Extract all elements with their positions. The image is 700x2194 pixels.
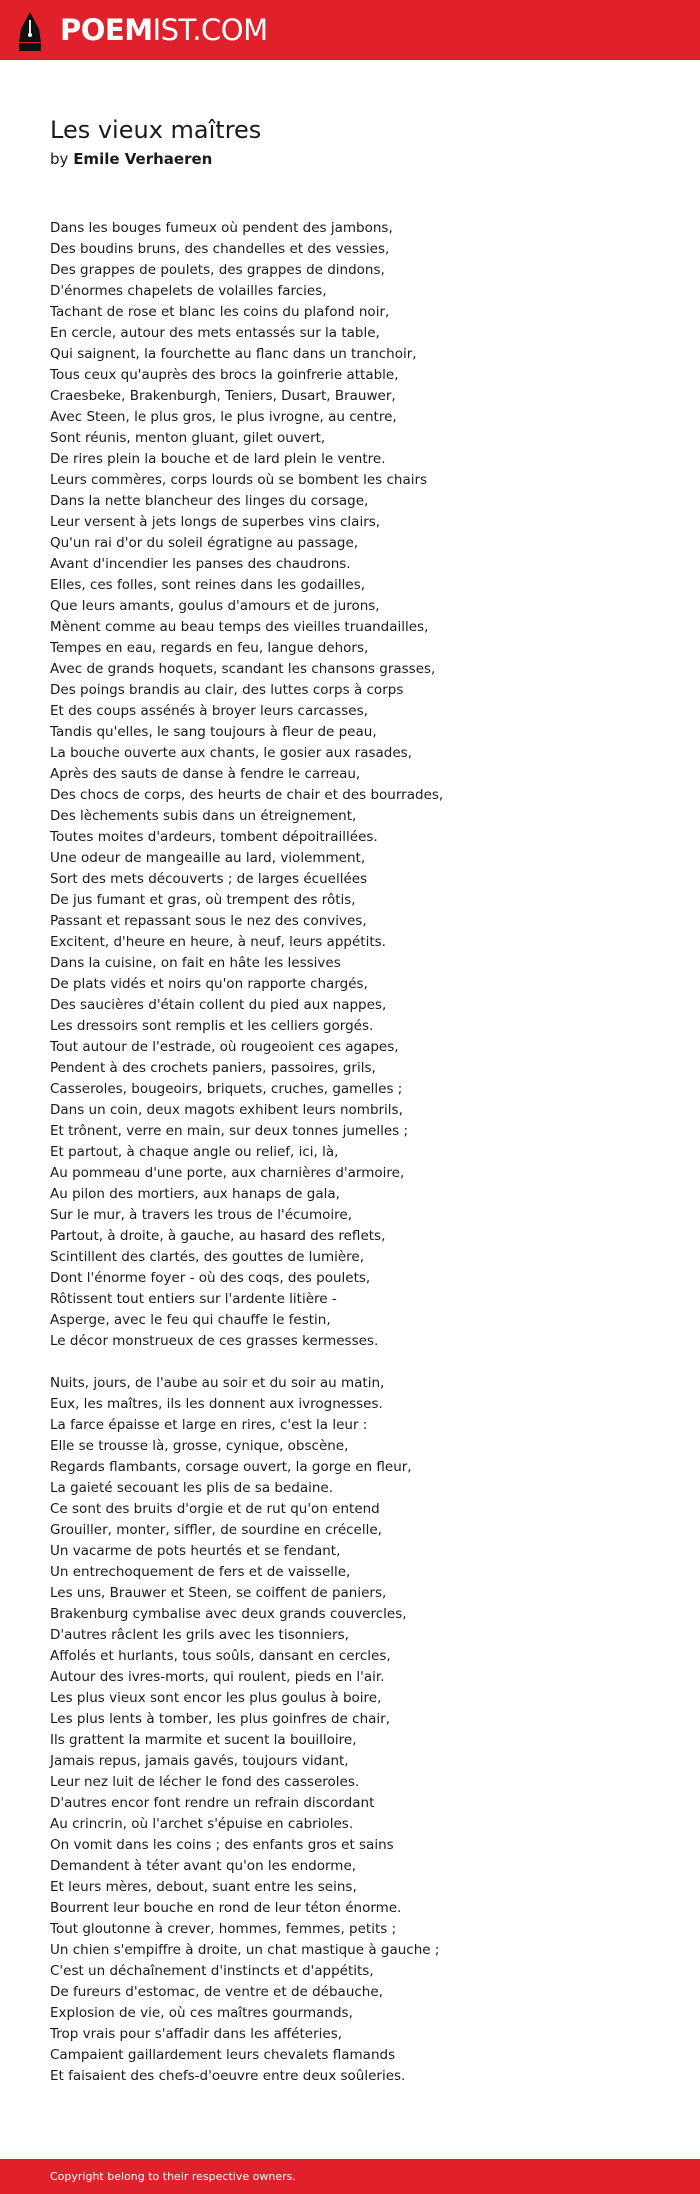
poem-author[interactable]: Emile Verhaeren: [73, 150, 213, 168]
poem-line: Et des coups assénés à broyer leurs carcasses,: [50, 703, 368, 719]
site-footer: [0, 2159, 700, 2194]
poem-line: Des boudins bruns, des chandelles et des vessies,: [50, 241, 390, 257]
poem-line: Que leurs amants, goulus d'amours et de jurons,: [50, 598, 380, 614]
poem-line: Partout, à droite, à gauche, au hasard des reflets,: [50, 1228, 386, 1244]
poem-line: Leurs commères, corps lourds où se bombent les chairs: [50, 472, 428, 488]
poem-line: Le décor monstrueux de ces grasses kermesses.: [50, 1333, 379, 1349]
poem-line: Des grappes de poulets, des grappes de dindons,: [50, 262, 385, 278]
poem-line: En cercle, autour des mets entassés sur la table,: [50, 325, 380, 341]
poem-line: Une odeur de mangeaille au lard, violemment,: [50, 850, 366, 866]
poem-line: Jamais repus, jamais gavés, toujours vidant,: [50, 1753, 349, 1769]
poem-line: Autour des ivres-morts, qui roulent, pieds en l'air.: [50, 1669, 385, 1685]
poem-line: La farce épaisse et large en rires, c'est la leur :: [50, 1417, 368, 1433]
poem-line: Rôtissent tout entiers sur l'ardente litière -: [50, 1291, 337, 1307]
poem-line: Au crincrin, où l'archet s'épuise en cabrioles.: [50, 1816, 354, 1832]
poem-line: Sur le mur, à travers les trous de l'écumoire,: [50, 1207, 352, 1223]
poem-byline: [50, 148, 212, 170]
poem-line: Des saucières d'étain collent du pied aux nappes,: [50, 997, 387, 1013]
poem-line: C'est un déchaînement d'instincts et d'appétits,: [50, 1963, 374, 1979]
poem-line: D'autres râclent les grils avec les tisonniers,: [50, 1627, 349, 1643]
poem-line: Leur nez luit de lécher le fond des casseroles.: [50, 1774, 360, 1790]
poem-line: Au pommeau d'une porte, aux charnières d'armoire,: [50, 1165, 405, 1181]
poem-line: Un vacarme de pots heurtés et se fendant,: [50, 1543, 341, 1559]
poem-line: Et trônent, verre en main, sur deux tonnes jumelles ;: [50, 1123, 409, 1139]
poem-line: Toutes moites d'ardeurs, tombent dépoitraillées.: [50, 829, 378, 845]
poem-line: Brakenburg cymbalise avec deux grands couvercles,: [50, 1606, 407, 1622]
poem-line: Au pilon des mortiers, aux hanaps de gala,: [50, 1186, 340, 1202]
by-label: by: [50, 150, 69, 168]
poem-line: Avec de grands hoquets, scandant les chansons grasses,: [50, 661, 436, 677]
poem-line: Elles, ces folles, sont reines dans les godailles,: [50, 577, 366, 593]
poem-line: Après des sauts de danse à fendre le carreau,: [50, 766, 361, 782]
poem-line: De fureurs d'estomac, de ventre et de débauche,: [50, 1984, 383, 2000]
poem-line: De jus fumant et gras, où trempent des rôtis,: [50, 892, 356, 908]
poem-line: Explosion de vie, où ces maîtres gourmands,: [50, 2005, 353, 2021]
poem-line: De rires plein la bouche et de lard plein le ventre.: [50, 451, 386, 467]
poem-line: Nuits, jours, de l'aube au soir et du soir au matin,: [50, 1375, 385, 1391]
poem-line: Dans les bouges fumeux où pendent des jambons,: [50, 220, 393, 236]
logo-bold-text: POEM: [60, 13, 153, 47]
poem-line: Excitent, d'heure en heure, à neuf, leurs appétits.: [50, 934, 386, 950]
poem-line: Ce sont des bruits d'orgie et de rut qu'on entend: [50, 1501, 380, 1517]
poem-line: Avec Steen, le plus gros, le plus ivrogne, au centre,: [50, 409, 397, 425]
poem-line: Les dressoirs sont remplis et les celliers gorgés.: [50, 1018, 374, 1034]
poem-line: Dont l'énorme foyer - où des coqs, des poulets,: [50, 1270, 371, 1286]
poem-line: Tachant de rose et blanc les coins du plafond noir,: [50, 304, 390, 320]
poem-line: On vomit dans les coins ; des enfants gros et sains: [50, 1837, 394, 1853]
poem-line: Tout gloutonne à crever, hommes, femmes, petits ;: [50, 1921, 397, 1937]
poem-line: Des chocs de corps, des heurts de chair et des bourrades,: [50, 787, 444, 803]
logo-light-text: IST.COM: [152, 13, 268, 47]
poem-line: Scintillent des clartés, des gouttes de lumière,: [50, 1249, 365, 1265]
poem-line: Mènent comme au beau temps des vieilles truandailles,: [50, 619, 429, 635]
pen-nib-icon[interactable]: [17, 11, 43, 52]
poem-line: Et faisaient des chefs-d'oeuvre entre deux soûleries.: [50, 2068, 406, 2084]
poem-line: Tout autour de l'estrade, où rougeoient ces agapes,: [50, 1039, 399, 1055]
poem-body: [50, 218, 670, 2087]
poem-line: Qui saignent, la fourchette au flanc dans un tranchoir,: [50, 346, 417, 362]
poem-line: Casseroles, bougeoirs, briquets, cruches, gamelles ;: [50, 1081, 403, 1097]
site-header: [0, 0, 700, 60]
poem-line: Elle se trousse là, grosse, cynique, obscène,: [50, 1438, 349, 1454]
poem-line: Leur versent à jets longs de superbes vins clairs,: [50, 514, 381, 530]
poem-line: Demandent à téter avant qu'on les endorme,: [50, 1858, 357, 1874]
poem-line: Les uns, Brauwer et Steen, se coiffent de paniers,: [50, 1585, 387, 1601]
poem-line: Eux, les maîtres, ils les donnent aux ivrognesses.: [50, 1396, 383, 1412]
poem-line: Tous ceux qu'auprès des brocs la goinfrerie attable,: [50, 367, 399, 383]
poem-title: Les vieux maîtres: [50, 116, 262, 144]
poem-line: Dans la cuisine, on fait en hâte les lessives: [50, 955, 341, 971]
poem-line: Les plus lents à tomber, les plus goinfres de chair,: [50, 1711, 390, 1727]
poem-line: Passant et repassant sous le nez des convives,: [50, 913, 367, 929]
poem-line: Grouiller, monter, siffler, de sourdine en crécelle,: [50, 1522, 382, 1538]
poem-line: Les plus vieux sont encor les plus goulus à boire,: [50, 1690, 382, 1706]
poem-line: Qu'un rai d'or du soleil égratigne au passage,: [50, 535, 359, 551]
poem-line: Dans la nette blancheur des linges du corsage,: [50, 493, 369, 509]
stanza-break: [50, 1352, 670, 1373]
poem-line: D'énormes chapelets de volailles farcies,: [50, 283, 327, 299]
poem-line: Tandis qu'elles, le sang toujours à fleur de peau,: [50, 724, 377, 740]
poem-line: Campaient gaillardement leurs chevalets flamands: [50, 2047, 396, 2063]
poem-line: Avant d'incendier les panses des chaudrons.: [50, 556, 351, 572]
poem-line: Des lèchements subis dans un étreignement,: [50, 808, 357, 824]
poem-line: Asperge, avec le feu qui chauffe le festin,: [50, 1312, 331, 1328]
poem-line: Trop vrais pour s'affadir dans les afféteries,: [50, 2026, 343, 2042]
copyright-notice: Copyright belong to their respective owners.: [50, 2170, 296, 2183]
poem-line: Des poings brandis au clair, des luttes corps à corps: [50, 682, 404, 698]
poem-line: Un entrechoquement de fers et de vaisselle,: [50, 1564, 351, 1580]
poem-line: De plats vidés et noirs qu'on rapporte chargés,: [50, 976, 368, 992]
poem-line: Sont réunis, menton gluant, gilet ouvert,: [50, 430, 326, 446]
site-logo[interactable]: [60, 12, 268, 48]
poem-line: Regards flambants, corsage ouvert, la gorge en fleur,: [50, 1459, 412, 1475]
poem-line: La bouche ouverte aux chants, le gosier aux rasades,: [50, 745, 412, 761]
poem-line: Ils grattent la marmite et sucent la bouilloire,: [50, 1732, 357, 1748]
poem-line: Sort des mets découverts ; de larges écuellées: [50, 871, 368, 887]
poem-line: Et partout, à chaque angle ou relief, ici, là,: [50, 1144, 339, 1160]
poem-line: Tempes en eau, regards en feu, langue dehors,: [50, 640, 369, 656]
poem-line: Affolés et hurlants, tous soûls, dansant en cercles,: [50, 1648, 391, 1664]
poem-line: Bourrent leur bouche en rond de leur téton énorme.: [50, 1900, 402, 1916]
poem-line: Un chien s'empiffre à droite, un chat mastique à gauche ;: [50, 1942, 440, 1958]
poem-line: Dans un coin, deux magots exhibent leurs nombrils,: [50, 1102, 403, 1118]
poem-line: Craesbeke, Brakenburgh, Teniers, Dusart, Brauwer,: [50, 388, 396, 404]
poem-line: D'autres encor font rendre un refrain discordant: [50, 1795, 375, 1811]
poem-line: Et leurs mères, debout, suant entre les seins,: [50, 1879, 357, 1895]
poem-line: La gaieté secouant les plis de sa bedaine.: [50, 1480, 334, 1496]
poem-line: Pendent à des crochets paniers, passoires, grils,: [50, 1060, 376, 1076]
